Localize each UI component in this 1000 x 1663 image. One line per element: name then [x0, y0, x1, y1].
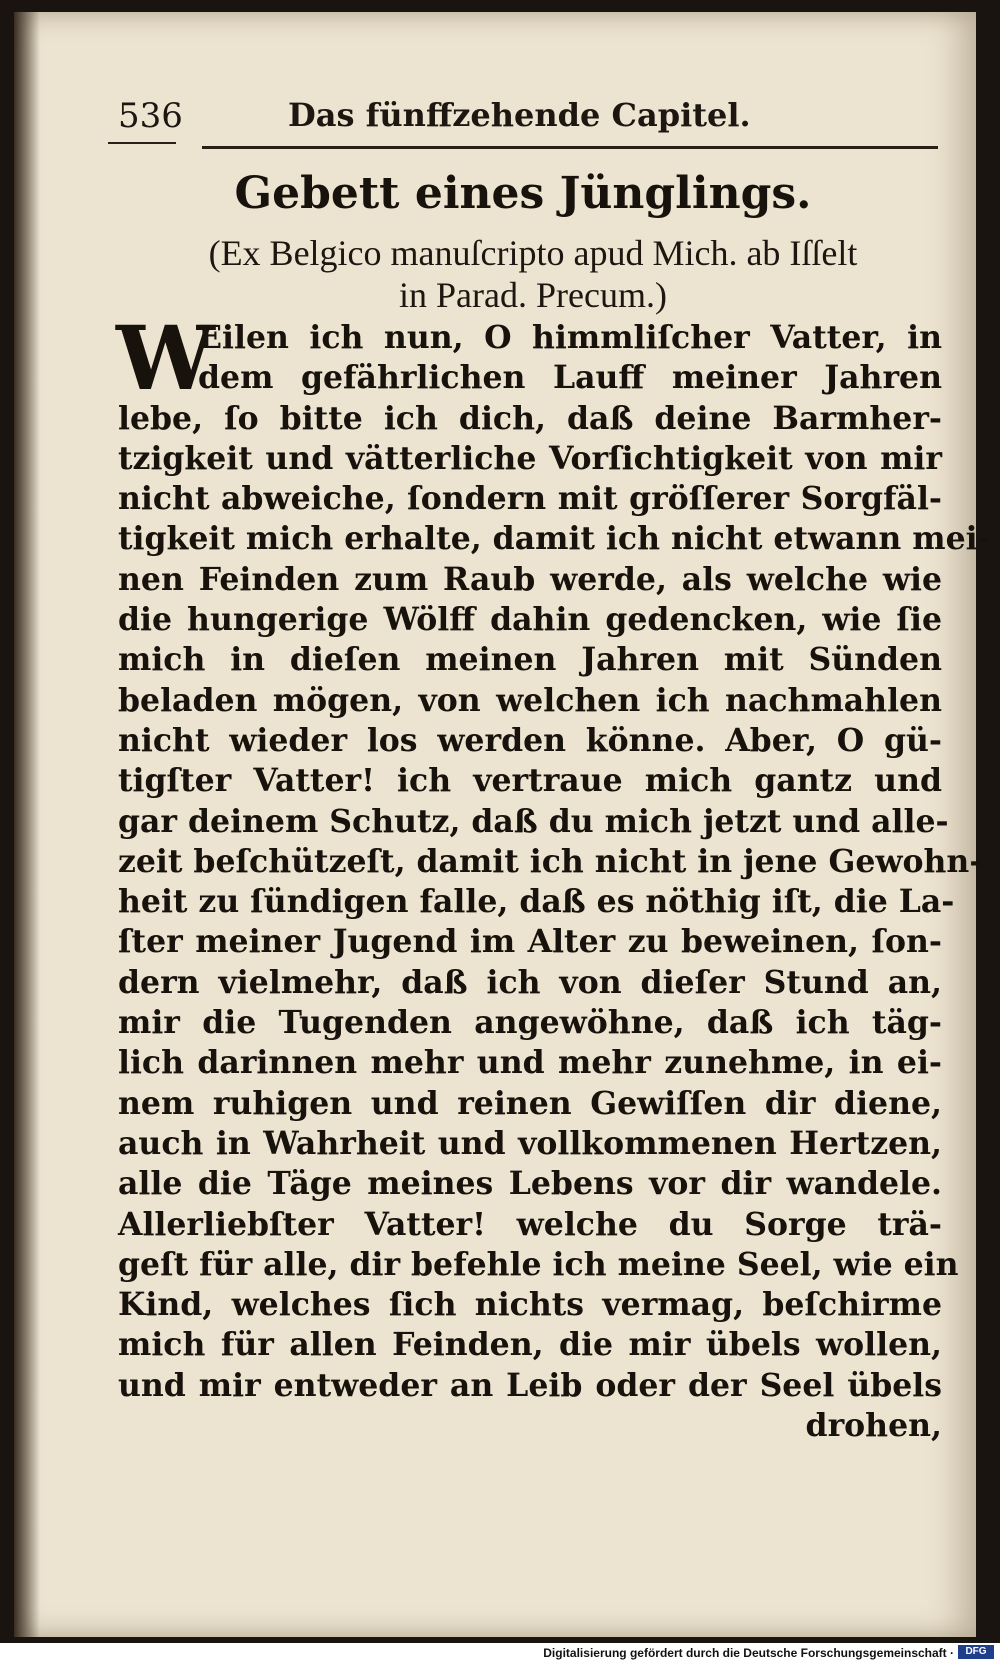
source-note-line-2: in Parad. Precum.) — [399, 275, 667, 315]
body-line: mir die Tugenden angewöhne, daß ich täg- — [118, 1004, 942, 1042]
body-line: nen Feinden zum Raub werde, als welche wie — [118, 560, 942, 598]
body-line: nicht wieder los werden könne. Aber, O gü- — [118, 721, 942, 759]
body-line: tigkeit mich erhalte, damit ich nicht etwann mei- — [118, 520, 991, 558]
running-title: Das fünffzehende Capitel. — [288, 96, 751, 134]
body-line: heit zu ſündigen falle, daß es nöthig iſt, die La- — [118, 883, 955, 921]
body-line: zeit beſchützeſt, damit ich nicht in jene Gewohn- — [118, 842, 983, 880]
page-number: 536 — [118, 96, 183, 136]
body-line: mich in dieſen meinen Jahren mit Sünden — [118, 641, 942, 679]
body-line: lebe, ſo bitte ich dich, daß deine Barmher- — [118, 399, 942, 437]
header-rule-long — [202, 146, 938, 149]
dfg-logo: DFG — [958, 1645, 994, 1659]
body-line: ſter meiner Jugend im Alter zu beweinen, ſon- — [118, 923, 942, 961]
body-line: nicht abweiche, ſondern mit gröſſerer Sorgfäl- — [118, 480, 942, 518]
body-line: lich darinnen mehr und mehr zunehme, in ei- — [118, 1044, 942, 1082]
footer-credit: Digitalisierung gefördert durch die Deutsche Forschungsgemeinschaft · — [543, 1646, 954, 1660]
spine-shadow — [14, 12, 40, 1637]
body-line: dern vielmehr, daß ich von dieſer Stund an, — [118, 963, 942, 1001]
page-header — [108, 96, 938, 156]
body-line: tzigkeit und vätterliche Vorſichtigkeit von mir — [118, 439, 942, 477]
body-line: alle die Täge meines Lebens vor dir wandele. — [118, 1165, 942, 1203]
body-line: geſt für alle, dir befehle ich meine Seel, wie ein — [118, 1245, 959, 1283]
catchword: drohen, — [805, 1407, 942, 1445]
body-line: nem ruhigen und reinen Gewiſſen dir diene, — [118, 1084, 942, 1122]
prayer-title: Gebett eines Jünglings. — [234, 168, 812, 219]
body-line: die hungerige Wölff dahin gedencken, wie ſie — [118, 601, 942, 639]
body-line: auch in Wahrheit und vollkommenen Hertzen, — [118, 1124, 942, 1162]
body-line: Allerliebſter Vatter! welche du Sorge trä- — [118, 1205, 942, 1243]
body-line: dem gefährlichen Lauff meiner Jahren — [198, 359, 942, 397]
body-line: mich für allen Feinden, die mir übels wollen, — [118, 1326, 942, 1364]
body-line: tigſter Vatter! ich vertraue mich gantz und — [118, 762, 942, 800]
header-rule-short — [108, 142, 176, 144]
prayer-source-note — [118, 232, 948, 316]
body-line: gar deinem Schutz, daß du mich jetzt und alle- — [118, 802, 949, 840]
body-line: und mir entweder an Leib oder der Seel übels — [118, 1366, 942, 1404]
body-line: Kind, welches ſich nichts vermag, beſchirme — [118, 1286, 942, 1324]
source-note-line-1: (Ex Belgico manuſcripto apud Mich. ab Iſſelt — [208, 233, 858, 273]
prayer-body — [116, 306, 991, 1446]
drop-cap: W — [116, 306, 215, 410]
body-line: beladen mögen, von welchen ich nachmahlen — [118, 681, 942, 719]
body-line: Eilen ich nun, O himmliſcher Vatter, in — [198, 319, 942, 356]
